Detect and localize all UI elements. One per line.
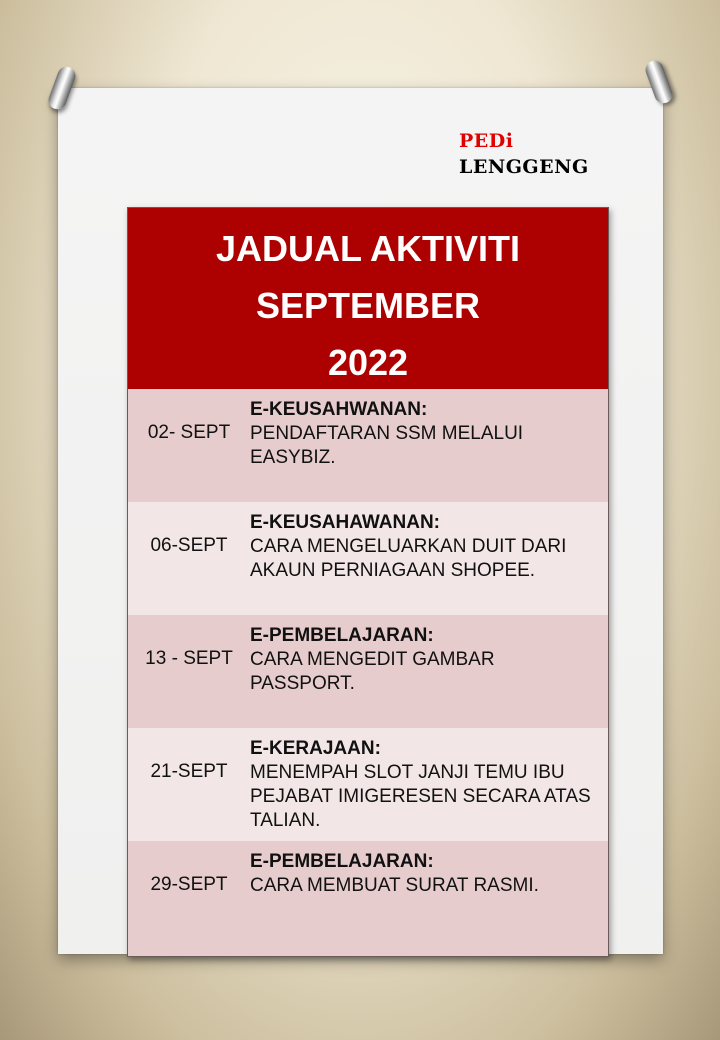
activity-date: 06-SEPT — [150, 535, 228, 556]
brand-logo — [459, 128, 589, 180]
activity-description: CARA MENGEDIT GAMBAR PASSPORT. — [250, 649, 495, 694]
schedule-title — [128, 208, 608, 389]
brand-name-bottom: LENGGENG — [459, 156, 589, 178]
activity-category: E-PEMBELAJARAN: — [250, 625, 434, 646]
title-line-1: JADUAL AKTIVITI — [215, 228, 520, 269]
activity-details — [250, 511, 596, 583]
activity-category: E-PEMBELAJARAN: — [250, 851, 434, 872]
activity-category: E-KEUSAHWANAN: — [250, 399, 428, 420]
activity-details — [250, 398, 596, 470]
activity-description: CARA MEMBUAT SURAT RASMI. — [250, 875, 539, 896]
activity-date: 29-SEPT — [150, 874, 228, 895]
activity-row — [128, 615, 608, 728]
activity-date: 02- SEPT — [147, 422, 231, 443]
activity-row — [128, 389, 608, 502]
activity-row — [128, 502, 608, 615]
activity-details — [250, 850, 596, 898]
activity-details — [250, 624, 596, 696]
activity-date: 13 - SEPT — [145, 648, 233, 669]
activity-description: MENEMPAH SLOT JANJI TEMU IBU PEJABAT IMIGERESEN SECARA ATAS TALIAN. — [250, 762, 591, 831]
activity-row — [128, 841, 608, 955]
activity-row — [128, 728, 608, 841]
title-line-2: SEPTEMBER — [255, 285, 481, 326]
activity-date: 21-SEPT — [150, 761, 228, 782]
schedule-board — [127, 207, 609, 957]
brand-name-top: PEDi — [459, 130, 514, 152]
title-line-3: 2022 — [327, 342, 409, 383]
activity-category: E-KEUSAHAWANAN: — [250, 512, 440, 533]
activity-description: PENDAFTARAN SSM MELALUI EASYBIZ. — [250, 423, 524, 468]
activity-category: E-KERAJAAN: — [250, 738, 381, 759]
activity-description: CARA MENGELUARKAN DUIT DARI AKAUN PERNIAGAAN SHOPEE. — [250, 536, 567, 581]
activity-details — [250, 737, 596, 833]
